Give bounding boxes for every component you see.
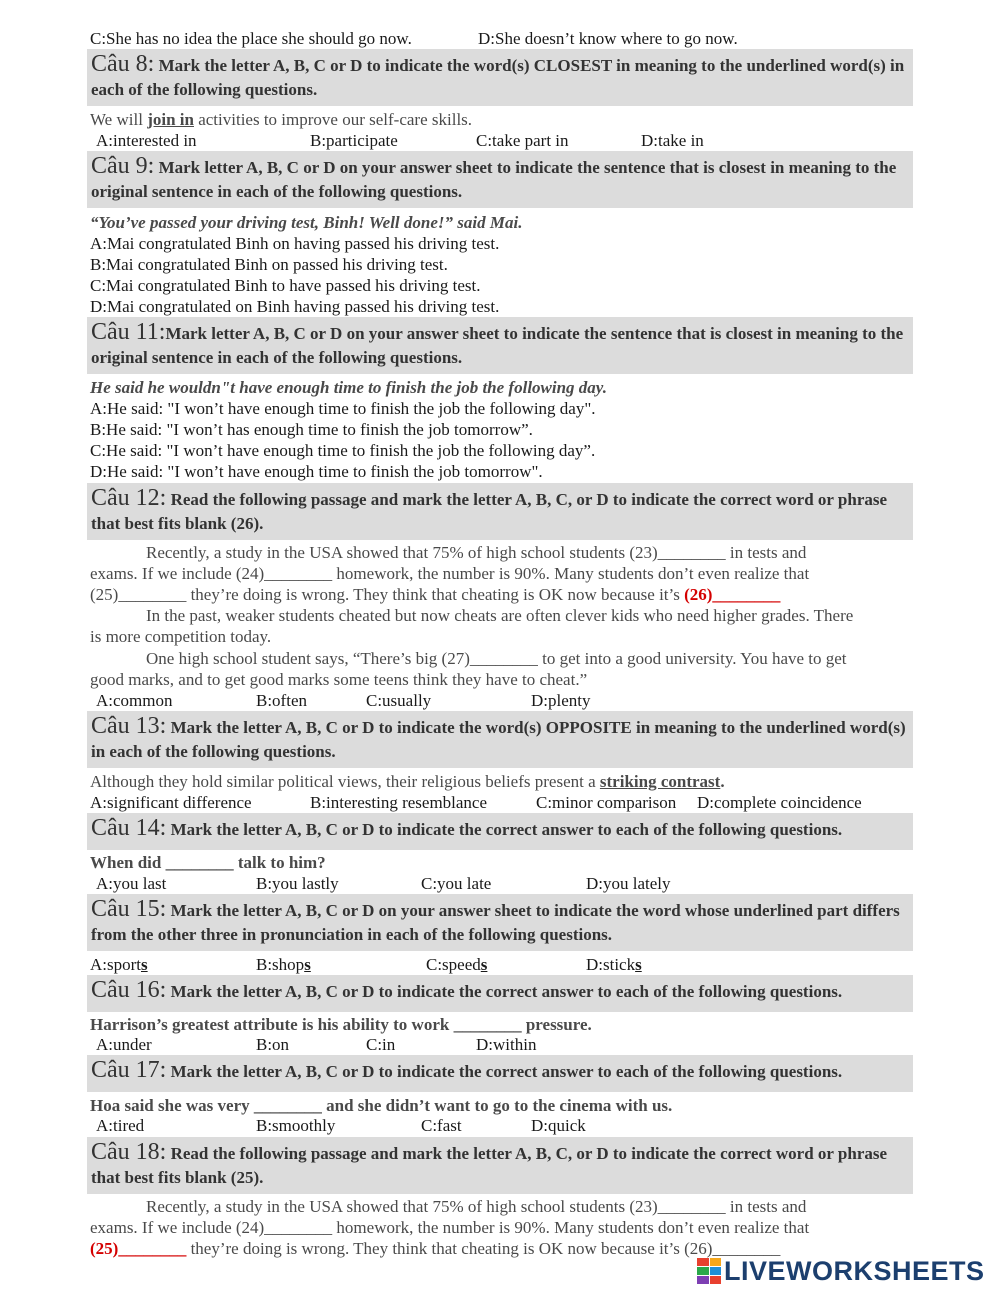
question-instruction: Mark the letter A, B, C or D to indicate the correct answer to each of the following questions. <box>170 820 843 839</box>
q13-option-b[interactable]: B:interesting resemblance <box>310 793 488 812</box>
question-number: Câu 18: <box>91 1139 167 1165</box>
question-instruction: Mark the letter A, B, C or D to indicate the word(s) OPPOSITE in meaning to the underlined word(s) in each of the following questions. <box>91 718 906 761</box>
question-number: Câu 12: <box>91 485 167 511</box>
question-number: Câu 14: <box>91 815 167 841</box>
q13-option-a[interactable]: A:significant difference <box>90 793 252 812</box>
liveworksheets-logo <box>697 1255 985 1287</box>
question-header-13 <box>87 711 913 768</box>
passage-line: exams. If we include (24)________ homework, the number is 90%. Many students don’t even realize that <box>90 564 810 583</box>
q9-option-c[interactable]: C:Mai congratulated Binh to have passed his driving test. <box>90 276 481 295</box>
logo-text: LIVEWORKSHEETS <box>724 1255 985 1286</box>
passage-line: is more competition today. <box>90 627 272 646</box>
question-number: Câu 13: <box>91 713 167 739</box>
q14-option-a[interactable]: A:you last <box>96 874 167 893</box>
q14-option-d[interactable]: D:you lately <box>586 874 671 893</box>
logo-icon <box>697 1258 721 1284</box>
q9-prompt: “You’ve passed your driving test, Binh! Well done!” said Mai. <box>90 213 523 232</box>
q8-option-c[interactable]: C:take part in <box>476 131 569 150</box>
question-header-15 <box>87 894 913 951</box>
question-instruction: Mark the letter A, B, C or D to indicate the correct answer to each of the following questions. <box>170 1062 843 1081</box>
q16-option-b[interactable]: B:on <box>256 1035 290 1054</box>
q14-option-c[interactable]: C:you late <box>421 874 492 893</box>
passage-line: (25)________ they’re doing is wrong. They think that cheating is OK now because it’s (26)________ <box>90 585 781 604</box>
q8-sentence: We will join in activities to improve our self-care skills. <box>90 110 473 129</box>
passage-line: (25)________ they’re doing is wrong. They think that cheating is OK now because it’s (26)________ <box>90 1239 781 1258</box>
q11-prompt: He said he wouldn"t have enough time to finish the job the following day. <box>90 378 607 397</box>
question-header-9 <box>87 151 913 208</box>
q8-option-b[interactable]: B:participate <box>310 131 398 150</box>
q15-option-d[interactable]: D:sticks <box>586 955 642 974</box>
question-number: Câu 16: <box>91 977 167 1003</box>
q9-option-b[interactable]: B:Mai congratulated Binh on passed his driving test. <box>90 255 448 274</box>
q7-option-d[interactable]: D:She doesn’t know where to go now. <box>478 29 738 48</box>
q11-option-c[interactable]: C:He said: "I won’t have enough time to finish the job the following day”. <box>90 441 596 460</box>
q16-option-d[interactable]: D:within <box>476 1035 537 1054</box>
q16-option-c[interactable]: C:in <box>366 1035 396 1054</box>
q13-option-c[interactable]: C:minor comparison <box>536 793 677 812</box>
question-number: Câu 11: <box>91 319 166 345</box>
q15-option-a[interactable]: A:sports <box>90 955 148 974</box>
q11-option-b[interactable]: B:He said: "I won’t has enough time to finish the job tomorrow”. <box>90 420 533 439</box>
question-number: Câu 15: <box>91 896 167 922</box>
q17-option-d[interactable]: D:quick <box>531 1116 586 1135</box>
question-header-11 <box>87 317 913 374</box>
q17-option-c[interactable]: C:fast <box>421 1116 462 1135</box>
q8-option-d[interactable]: D:take in <box>641 131 704 150</box>
passage-line: exams. If we include (24)________ homework, the number is 90%. Many students don’t even realize that <box>90 1218 810 1237</box>
question-instruction: Mark the letter A, B, C or D to indicate the correct answer to each of the following questions. <box>170 982 843 1001</box>
q9-option-a[interactable]: A:Mai congratulated Binh on having passed his driving test. <box>90 234 500 253</box>
q14-prompt: When did ________ talk to him? <box>90 853 326 872</box>
passage-line: good marks, and to get good marks some teens think they have to cheat.” <box>90 670 588 689</box>
question-header-8 <box>87 49 913 106</box>
q17-prompt: Hoa said she was very ________ and she didn’t want to go to the cinema with us. <box>90 1096 673 1115</box>
question-header-14 <box>87 813 913 850</box>
question-instruction: Mark letter A, B, C or D on your answer sheet to indicate the sentence that is closest in meaning to the original sentence in each of the following questions. <box>91 324 904 367</box>
q16-prompt: Harrison’s greatest attribute is his ability to work ________ pressure. <box>90 1015 592 1034</box>
underlined-phrase: striking contrast <box>599 772 721 791</box>
question-header-12 <box>87 483 913 540</box>
passage-line: In the past, weaker students cheated but now cheats are often clever kids who need higher grades. There <box>146 606 854 625</box>
q16-option-a[interactable]: A:under <box>96 1035 152 1054</box>
passage-line: Recently, a study in the USA showed that 75% of high school students (23)________ in tests and <box>146 543 807 562</box>
question-instruction: Read the following passage and mark the letter A, B, C, or D to indicate the correct word or phrase that best fits blank (25). <box>91 1144 888 1187</box>
question-number: Câu 9: <box>91 153 155 179</box>
passage-line: Recently, a study in the USA showed that 75% of high school students (23)________ in tests and <box>146 1197 807 1216</box>
q12-option-d[interactable]: D:plenty <box>531 691 591 710</box>
question-instruction: Mark letter A, B, C or D on your answer sheet to indicate the sentence that is closest in meaning to the original sentence in each of the following questions. <box>91 158 897 201</box>
question-header-17 <box>87 1055 913 1092</box>
q9-option-d[interactable]: D:Mai congratulated on Binh having passed his driving test. <box>90 297 500 316</box>
question-instruction: Mark the letter A, B, C or D on your answer sheet to indicate the word whose underlined part differs from the other three in pronunciation in each of the following questions. <box>91 901 900 944</box>
question-instruction: Mark the letter A, B, C or D to indicate the word(s) CLOSEST in meaning to the underlined word(s) in each of the following questions. <box>91 56 905 99</box>
q7-option-c[interactable]: C:She has no idea the place she should go now. <box>90 29 412 48</box>
question-number: Câu 8: <box>91 51 155 77</box>
question-header-18 <box>87 1137 913 1194</box>
q17-option-b[interactable]: B:smoothly <box>256 1116 336 1135</box>
q14-option-b[interactable]: B:you lastly <box>256 874 339 893</box>
passage-line: One high school student says, “There’s big (27)________ to get into a good university. You have to get <box>146 649 847 668</box>
q15-option-b[interactable]: B:shops <box>256 955 311 974</box>
q11-option-d[interactable]: D:He said: "I won’t have enough time to finish the job tomorrow". <box>90 462 543 481</box>
q8-option-a[interactable]: A:interested in <box>96 131 197 150</box>
target-blank: (26)________ <box>684 585 781 604</box>
question-header-16 <box>87 975 913 1012</box>
question-instruction: Read the following passage and mark the letter A, B, C, or D to indicate the correct word or phrase that best fits blank (26). <box>91 490 888 533</box>
q12-option-c[interactable]: C:usually <box>366 691 432 710</box>
q12-option-b[interactable]: B:often <box>256 691 307 710</box>
q13-sentence: Although they hold similar political views, their religious beliefs present a striking contrast. <box>90 772 725 791</box>
q11-option-a[interactable]: A:He said: "I won’t have enough time to finish the job the following day". <box>90 399 596 418</box>
q12-option-a[interactable]: A:common <box>96 691 173 710</box>
q15-option-c[interactable]: C:speeds <box>426 955 488 974</box>
question-number: Câu 17: <box>91 1057 167 1083</box>
q13-option-d[interactable]: D:complete coincidence <box>697 793 862 812</box>
q17-option-a[interactable]: A:tired <box>96 1116 145 1135</box>
target-blank: (25)________ <box>90 1239 187 1258</box>
underlined-phrase: join in <box>147 110 194 129</box>
